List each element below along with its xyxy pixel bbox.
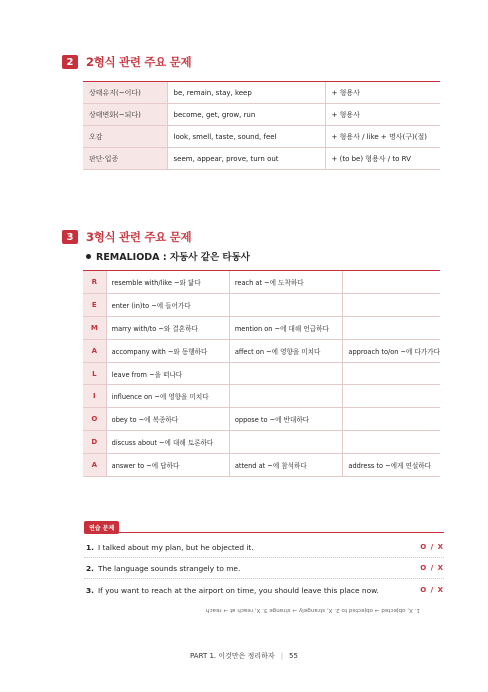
question-text: The language sounds strangely to me. <box>97 564 241 573</box>
table-row <box>83 126 440 148</box>
verb-cell <box>343 362 440 385</box>
section-number: 2 <box>62 55 78 69</box>
verbs-cell: become, get, grow, run <box>167 104 325 126</box>
table-row <box>83 339 440 362</box>
page-footer <box>0 651 488 661</box>
verb-cell <box>343 408 440 431</box>
verb-cell: discuss about ~에 대해 토론하다 <box>106 431 229 454</box>
verb-cell: obey to ~에 복종하다 <box>106 408 229 431</box>
verb-cell: enter (in)to ~에 들어가다 <box>106 293 229 316</box>
ox-choice: O / X <box>420 564 444 572</box>
type2-verb-table <box>83 81 440 170</box>
section-title: 3형식 관련 주요 문제 <box>86 230 192 244</box>
table-row <box>83 316 440 339</box>
table-row <box>83 148 440 170</box>
row-label: 판단·입증 <box>83 148 167 170</box>
verb-cell <box>229 293 343 316</box>
verb-cell: answer to ~에 답하다 <box>106 454 229 477</box>
table-row <box>83 271 440 294</box>
verb-cell: reach at ~에 도착하다 <box>229 271 343 294</box>
verb-cell <box>343 293 440 316</box>
ox-choice: O / X <box>420 586 444 594</box>
table-row <box>83 385 440 408</box>
question-text: I talked about my plan, but he objected it. <box>97 543 254 552</box>
table-row <box>83 82 440 104</box>
row-letter: A <box>83 339 106 362</box>
pattern-cell: + 형용사 / like + 명사(구)(절) <box>325 126 440 148</box>
row-label: 상태변화(~되다) <box>83 104 167 126</box>
question-text: If you want to reach at the airport on time, you should leave this place now. <box>97 586 379 595</box>
row-label: 상태유지(~이다) <box>83 82 167 104</box>
divider <box>84 532 444 533</box>
row-letter: I <box>83 385 106 408</box>
question-number: 2. <box>86 564 94 573</box>
verbs-cell: look, smell, taste, sound, feel <box>167 126 325 148</box>
verb-cell: marry with/to ~와 결혼하다 <box>106 316 229 339</box>
practice-tag: 연습 문제 <box>84 521 119 534</box>
divider <box>84 557 444 558</box>
section-2-header <box>62 54 191 70</box>
pattern-cell: + 형용사 <box>325 82 440 104</box>
question-2 <box>86 564 444 573</box>
row-letter: R <box>83 271 106 294</box>
verb-cell <box>229 385 343 408</box>
footer-separator: | <box>280 652 284 660</box>
section-title: 2형식 관련 주요 문제 <box>86 55 192 69</box>
row-label: 오감 <box>83 126 167 148</box>
question-3 <box>86 586 444 595</box>
question-number: 3. <box>86 586 94 595</box>
verb-cell: influence on ~에 영향을 미치다 <box>106 385 229 408</box>
verb-cell <box>343 316 440 339</box>
row-letter: M <box>83 316 106 339</box>
footer-part: PART 1. 이것만은 정리하자 <box>190 652 275 660</box>
section-number: 3 <box>62 230 78 244</box>
table-row <box>83 408 440 431</box>
verb-cell <box>343 385 440 408</box>
question-1 <box>86 543 444 552</box>
verb-cell <box>229 362 343 385</box>
verb-cell: approach to/on ~에 다가가다 <box>343 339 440 362</box>
table-row <box>83 454 440 477</box>
table-row <box>83 293 440 316</box>
verbs-cell: seem, appear, prove, turn out <box>167 148 325 170</box>
verbs-cell: be, remain, stay, keep <box>167 82 325 104</box>
pattern-cell: + (to be) 형용사 / to RV <box>325 148 440 170</box>
verb-cell: accompany with ~와 동행하다 <box>106 339 229 362</box>
row-letter: O <box>83 408 106 431</box>
pattern-cell: + 형용사 <box>325 104 440 126</box>
row-letter: L <box>83 362 106 385</box>
verb-cell: oppose to ~에 반대하다 <box>229 408 343 431</box>
page-number: 55 <box>289 652 298 660</box>
table-row <box>83 431 440 454</box>
remalioda-heading: REMALIODA : 자동사 같은 타동사 <box>86 249 250 263</box>
verb-cell: attend at ~에 참석하다 <box>229 454 343 477</box>
verb-cell: mention on ~에 대해 언급하다 <box>229 316 343 339</box>
table-row <box>83 104 440 126</box>
upside-down-answer: 1. X, objected → objected to 2. X, strangely → strange 3. X, reach at → reach <box>206 607 420 613</box>
verb-cell: address to ~에게 연설하다 <box>343 454 440 477</box>
question-number: 1. <box>86 543 94 552</box>
verb-cell <box>343 271 440 294</box>
section-3-header <box>62 229 191 245</box>
verb-cell: resemble with/like ~와 닮다 <box>106 271 229 294</box>
row-letter: D <box>83 431 106 454</box>
row-letter: A <box>83 454 106 477</box>
bullet-icon <box>86 254 91 259</box>
verb-cell <box>229 431 343 454</box>
row-letter: E <box>83 293 106 316</box>
verb-cell: affect on ~에 영향을 미치다 <box>229 339 343 362</box>
table-row <box>83 362 440 385</box>
remalioda-table <box>83 270 440 477</box>
verb-cell: leave from ~을 떠나다 <box>106 362 229 385</box>
divider <box>84 578 444 579</box>
ox-choice: O / X <box>420 543 444 551</box>
verb-cell <box>343 431 440 454</box>
